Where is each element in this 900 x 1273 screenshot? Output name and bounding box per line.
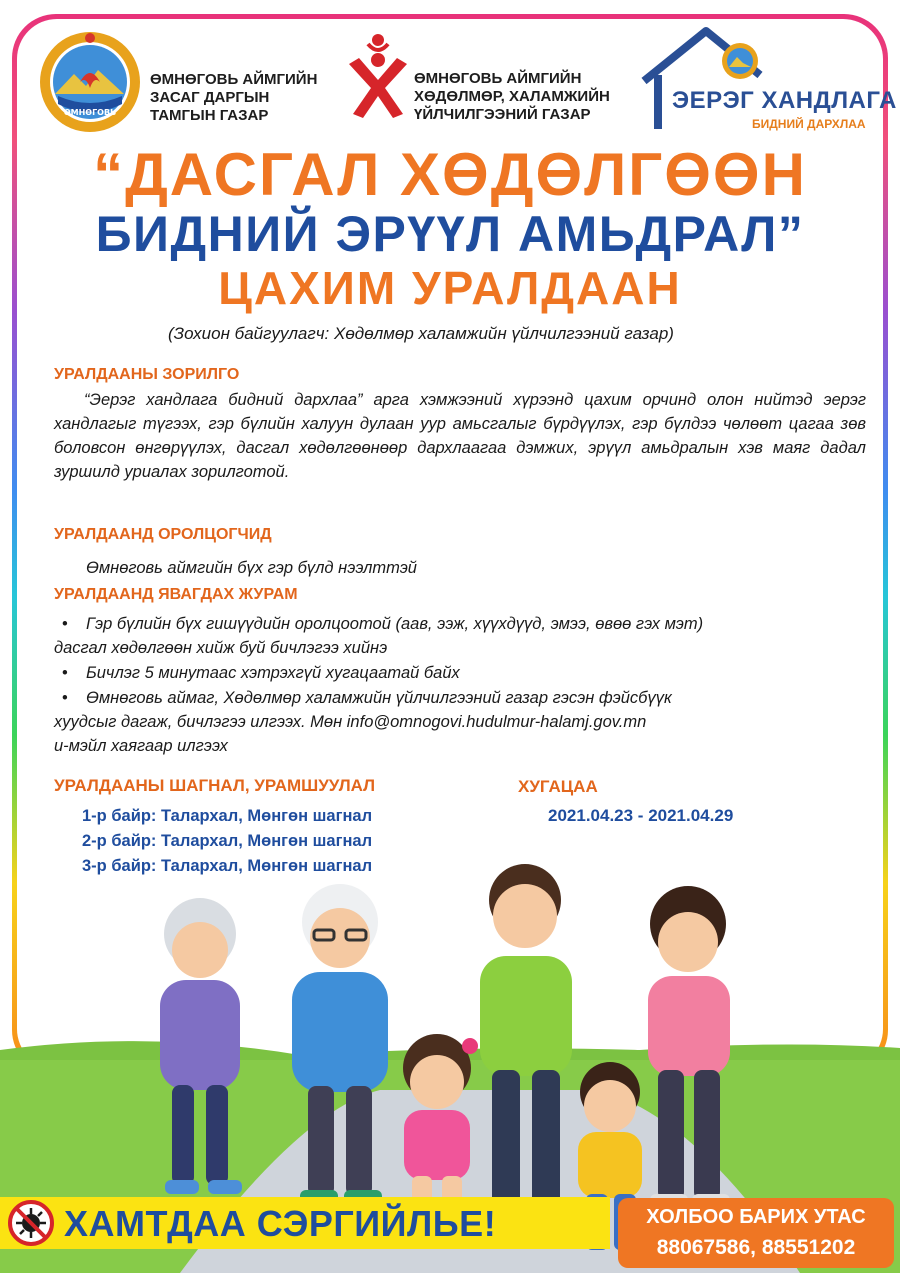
bullet: • xyxy=(62,615,68,633)
governor-office-name xyxy=(150,71,317,125)
participants-heading: УРАЛДААНД ОРОЛЦОГЧИД xyxy=(54,526,272,543)
procedure-item-1-line-2: дасгал хөдөлгөөн хийж буй бичлэгээ хийнэ xyxy=(54,639,388,657)
seal-label: ӨМНӨГОВЬ xyxy=(63,108,117,117)
labor-office-line-1: ӨМНӨГОВЬ АЙМГИЙН xyxy=(414,70,582,87)
procedure-heading: УРАЛДААНД ЯВАГДАХ ЖУРАМ xyxy=(54,586,298,603)
campaign-logo-title: ЭЕРЭГ ХАНДЛАГА xyxy=(672,87,897,114)
procedure-item-2 xyxy=(54,661,874,685)
goal-text xyxy=(54,388,866,484)
no-virus-icon xyxy=(8,1200,54,1246)
participants-text: Өмнөговь аймгийн бүх гэр бүлд нээлттэй xyxy=(86,559,417,577)
contact-phones[interactable]: 88067586, 88551202 xyxy=(656,1236,856,1259)
procedure-item-1-line-1: Гэр бүлийн бүх гишүүдийн оролцоотой (аав, ээж, хүүхдүүд, эмээ, өвөө гэх мэт) xyxy=(86,615,704,633)
campaign-logo-subtitle: БИДНИЙ ДАРХЛАА xyxy=(752,117,866,131)
procedure-item-3 xyxy=(54,686,874,758)
deadline-heading: ХУГАЦАА xyxy=(518,777,598,796)
prizes-heading: УРАЛДААНЫ ШАГНАЛ, УРАМШУУЛАЛ xyxy=(54,776,376,795)
title-line-2: БИДНИЙ ЭРҮҮЛ АМЬДРАЛ” xyxy=(95,206,805,262)
procedure-item-2-line-1: Бичлэг 5 минутаас хэтрэхгүй хугацаатай байх xyxy=(86,664,460,682)
procedure-item-3-line-2: хуудсыг дагаж, бичлэгээ илгээх. Мөн info@omnogovi.hudulmur-halamj.gov.mn xyxy=(54,713,647,731)
goal-text-body: “Эерэг хандлага бидний дархлаа” арга хэмжээний хүрээнд цахим орчинд олон нийтэд эерэг хандлагыг түгээх, гэр бүлийн халуун дулаан уур амьсгалыг бүрдүүлэх, гэр бүлдээ чөлөөт цагаа зөв боловсон өнгөрүүлэх, дасгал хөдөлгөөнөөр дархлаагаа дэмжих, эрүүл амьдралын хэв маяг дадал зуршилд уриалах зорилготой. xyxy=(54,391,866,481)
governor-office-line-2: ЗАСАГ ДАРГЫН xyxy=(150,89,270,106)
labor-office-logo-icon xyxy=(343,30,413,122)
governor-seal-icon xyxy=(38,30,142,134)
slogan-text: ХАМТДАА СЭРГИЙЛЬЕ! xyxy=(64,1203,497,1244)
governor-office-line-3: ТАМГЫН ГАЗАР xyxy=(150,107,269,124)
goal-heading: УРАЛДААНЫ ЗОРИЛГО xyxy=(54,366,240,383)
prize-3: 3-р байр: Талархал, Мөнгөн шагнал xyxy=(82,857,373,875)
labor-office-line-2: ХӨДӨЛМӨР, ХАЛАМЖИЙН xyxy=(414,88,610,105)
procedure-item-3-line-1: Өмнөговь аймаг, Хөдөлмөр халамжийн үйлчилгээний газар гэсэн фэйсбүүк xyxy=(86,689,672,707)
title-line-1: “ДАСГАЛ ХӨДӨЛГӨӨН xyxy=(93,141,807,208)
prize-1: 1-р байр: Талархал, Мөнгөн шагнал xyxy=(82,807,373,825)
contact-title: ХОЛБОО БАРИХ УТАС xyxy=(646,1206,866,1228)
title-line-3: ЦАХИМ УРАЛДААН xyxy=(218,262,682,314)
labor-office-line-3: ҮЙЛЧИЛГЭЭНИЙ ГАЗАР xyxy=(414,106,591,123)
procedure-item-3-line-3: и-мэйл хаягаар илгээх xyxy=(54,737,228,755)
governor-office-line-1: ӨМНӨГОВЬ АЙМГИЙН xyxy=(150,71,318,88)
labor-office-name xyxy=(414,70,610,124)
prize-2: 2-р байр: Талархал, Мөнгөн шагнал xyxy=(82,832,373,850)
organizer-note: (Зохион байгуулагч: Хөдөлмөр халамжийн үйлчилгээний газар) xyxy=(168,324,674,343)
deadline-value: 2021.04.23 - 2021.04.29 xyxy=(548,806,734,825)
bullet: • xyxy=(62,689,68,707)
bullet: • xyxy=(62,664,68,682)
procedure-item-1 xyxy=(54,612,874,660)
